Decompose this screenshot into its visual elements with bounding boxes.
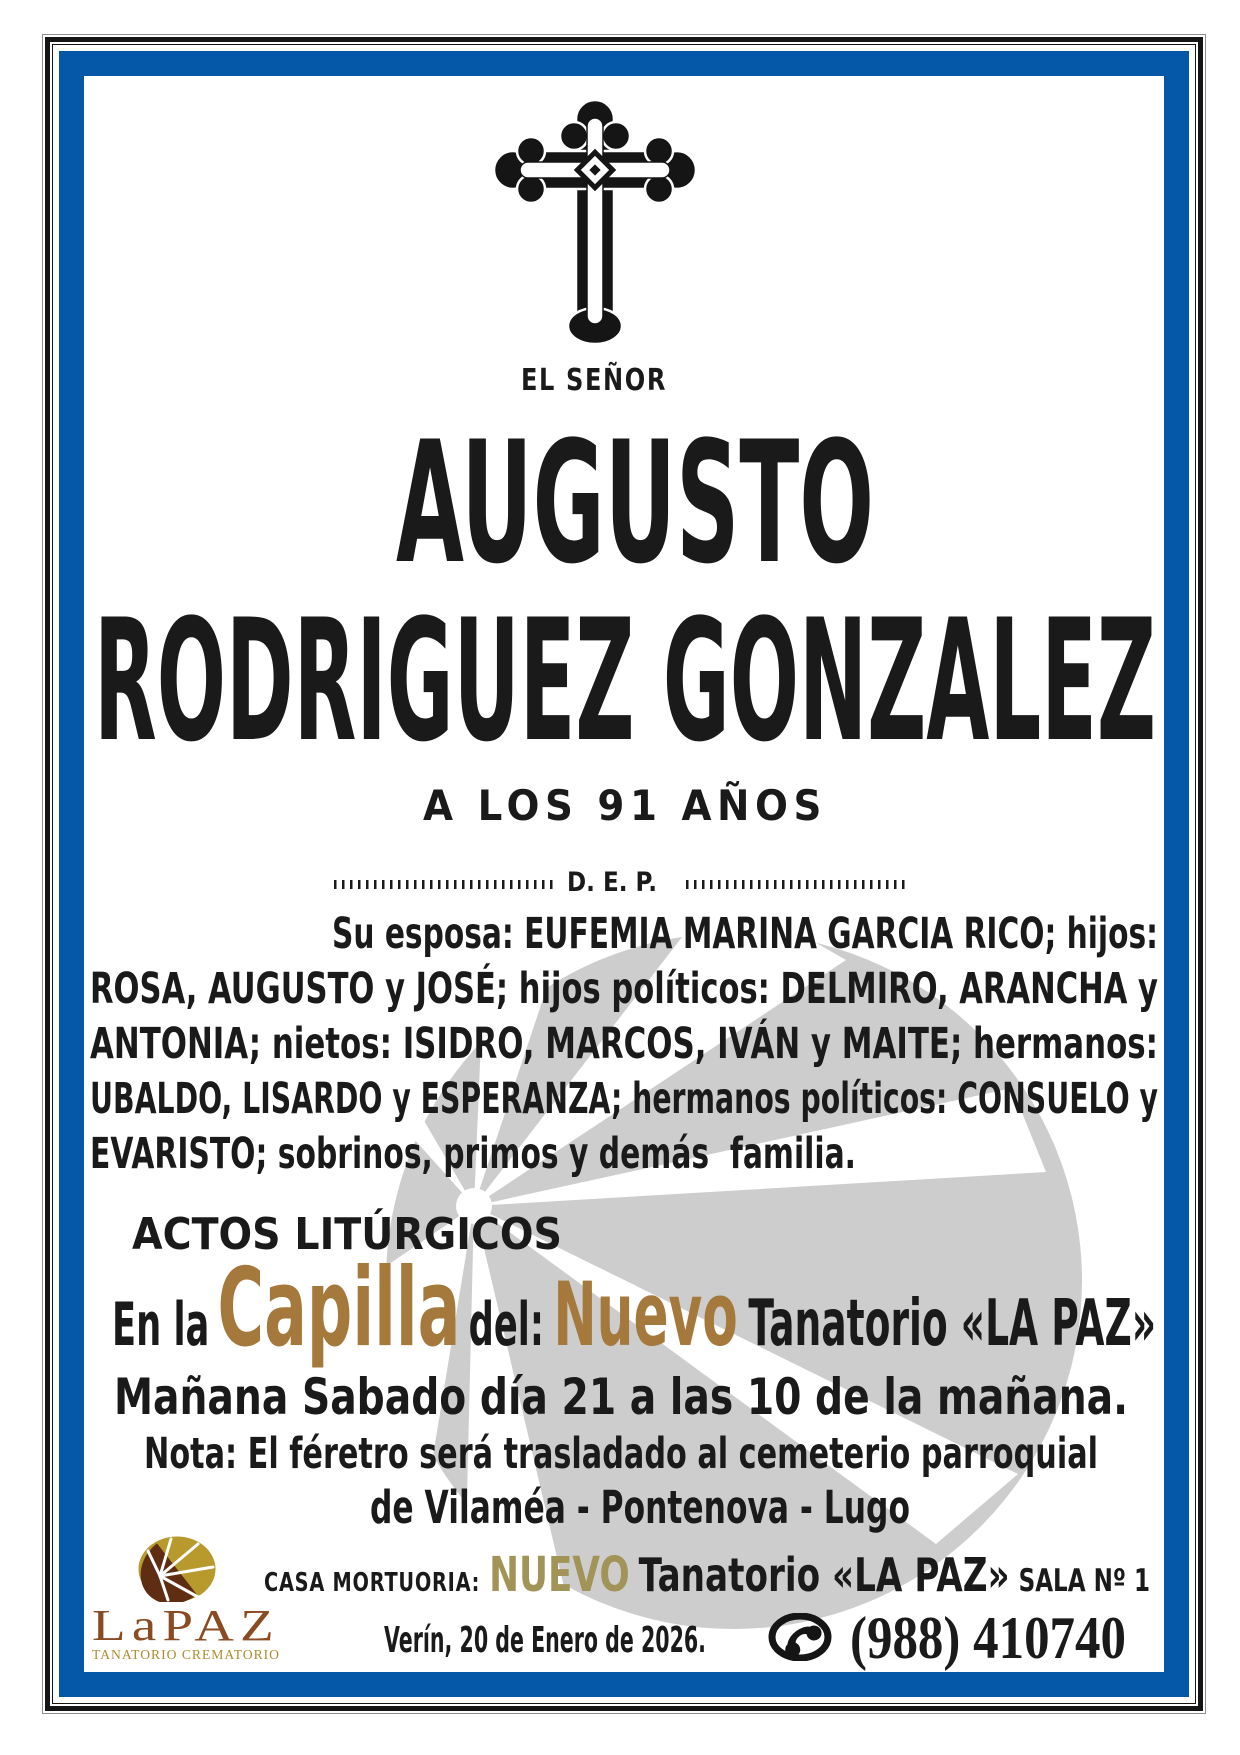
phone-number: (988) 410740	[850, 1605, 1126, 1671]
note-line2: de Vilaméa - Pontenova - Lugo	[370, 1481, 910, 1534]
family-line	[332, 907, 1158, 962]
family-line-text: EVARISTO; sobrinos, primos y demás familia.	[90, 1129, 856, 1179]
schedule-line: Mañana Sabado día 21 a las 10 de la mañana.	[114, 1368, 1128, 1426]
rip-row	[334, 867, 906, 898]
deceased-last-name: RODRIGUEZ GONZALEZ	[94, 583, 1156, 779]
header-label-wrap	[521, 363, 667, 399]
logo-subtitle-wrap	[92, 1644, 280, 1664]
mortuary-room: SALA Nº 1	[1018, 1563, 1150, 1599]
phone-icon	[768, 1613, 832, 1661]
note-line2-wrap	[370, 1482, 910, 1534]
venue-row	[112, 1246, 1156, 1371]
mortuary-new: NUEVO	[489, 1547, 630, 1603]
frame-black-band	[45, 37, 1203, 1711]
mortuary-row	[264, 1547, 1150, 1603]
mortuary-name: Tanatorio «LA PAZ»	[638, 1548, 1010, 1602]
note-line1-wrap	[144, 1429, 1098, 1479]
logo-wordmark-wrap	[92, 1602, 280, 1650]
age-line: A LOS 91 AÑOS	[423, 781, 827, 830]
deceased-last-name-wrap	[94, 580, 1156, 782]
mortuary-label: CASA MORTUORIA:	[264, 1568, 481, 1598]
schedule-wrap	[114, 1368, 1128, 1426]
cross-icon	[492, 98, 698, 348]
rip-text: D. E. P.	[567, 867, 658, 898]
family-line-text: Su esposa: EUFEMIA MARINA GARCIA RICO; hijos:	[332, 909, 1158, 959]
notice-frame	[42, 34, 1206, 1714]
venue-chapel: Capilla	[217, 1246, 461, 1371]
note-line1: Nota: El féretro será trasladado al cemeterio parroquial	[144, 1429, 1098, 1479]
dateline: Verín, 20 de Enero de 2026.	[384, 1620, 706, 1661]
logo-subtitle: TANATORIO CREMATORIO	[92, 1648, 280, 1663]
deceased-first-name-wrap	[396, 402, 874, 604]
family-line-text: UBALDO, LISARDO y ESPERANZA; hermanos políticos: CONSUELO y	[90, 1074, 1158, 1124]
family-line	[90, 1127, 1158, 1182]
venue-prefix: En la	[112, 1290, 210, 1360]
family-line	[90, 1017, 1158, 1072]
deceased-first-name: AUGUSTO	[396, 405, 874, 601]
family-line-text: ROSA, AUGUSTO y JOSÉ; hijos políticos: DELMIRO, ARANCHA y	[90, 964, 1158, 1014]
age-line-wrap	[423, 781, 827, 831]
rip-dash-right	[686, 880, 906, 889]
logo-wordmark: LaPAZ	[92, 1601, 280, 1650]
notice-content	[84, 76, 1164, 1672]
family-paragraph	[90, 907, 1158, 1182]
header-label: EL SEÑOR	[521, 363, 667, 398]
acts-title: ACTOS LITÚRGICOS	[132, 1209, 562, 1260]
family-line	[90, 962, 1158, 1017]
rip-dash-left	[334, 880, 554, 889]
family-line	[90, 1072, 1158, 1127]
venue-connector: del:	[468, 1290, 544, 1360]
venue-row-wrap	[112, 1246, 1156, 1371]
frame-thin-line	[52, 44, 1196, 1704]
mortuary-row-wrap	[264, 1547, 1150, 1603]
family-line-text: ANTONIA; nietos: ISIDRO, MARCOS, IVÁN y MAITE; hermanos:	[90, 1019, 1158, 1069]
venue-name: Tanatorio «LA PAZ»	[748, 1287, 1156, 1361]
venue-new: Nuevo	[553, 1263, 738, 1366]
phone-number-wrap	[850, 1605, 1126, 1671]
frame-blue-band	[59, 51, 1189, 1697]
dateline-wrap	[384, 1620, 706, 1662]
logo-sphere-icon	[138, 1536, 216, 1602]
